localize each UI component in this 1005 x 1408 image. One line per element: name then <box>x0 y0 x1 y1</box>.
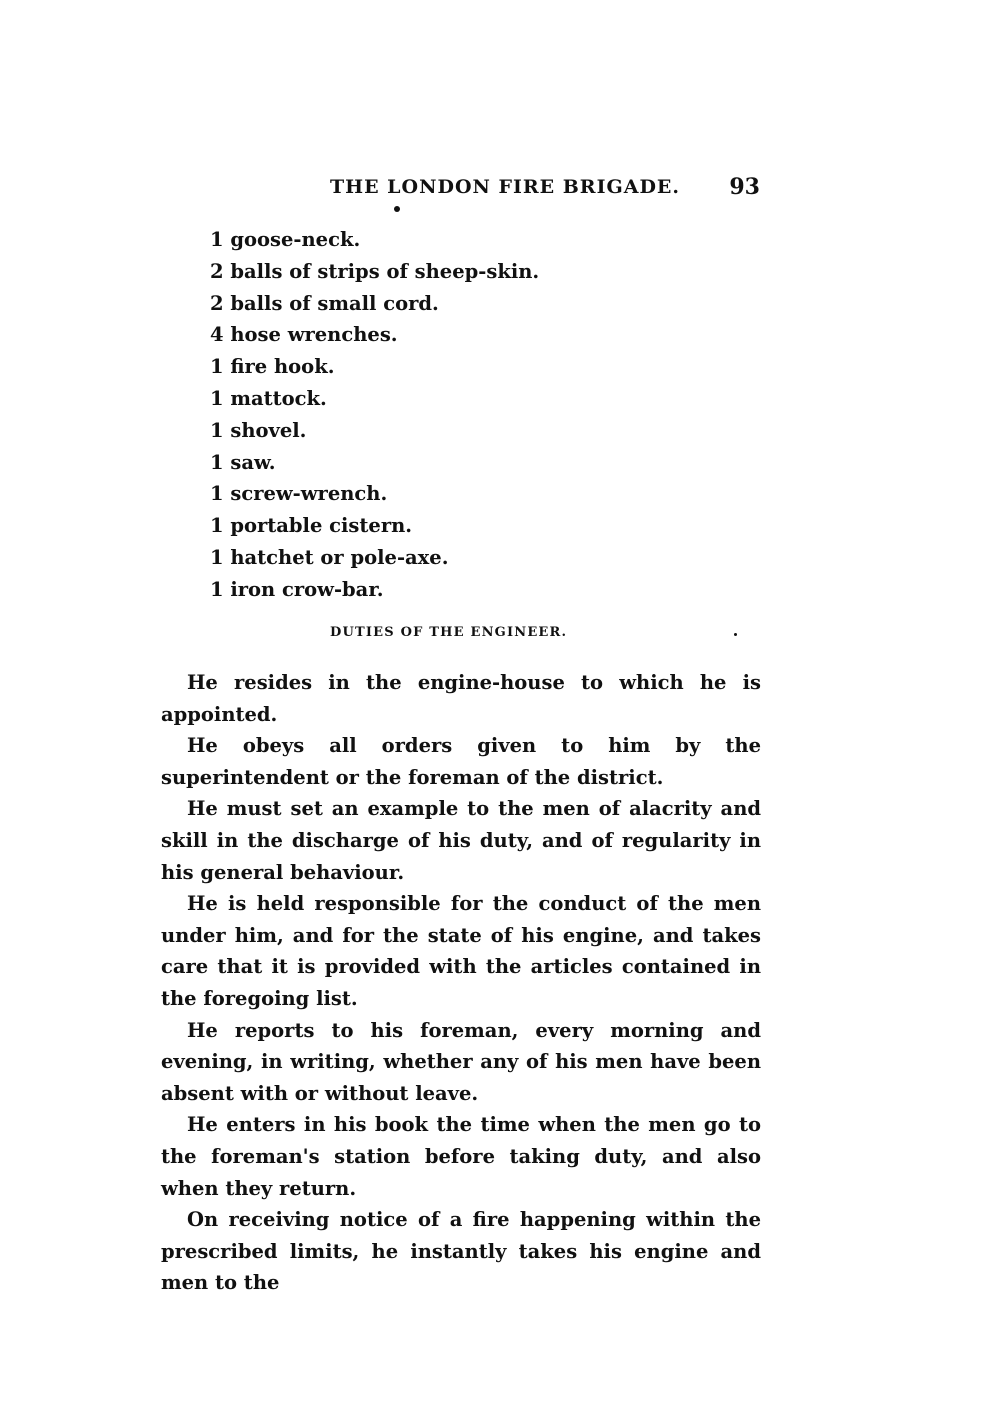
list-item: 2 balls of small cord. <box>210 291 439 315</box>
list-item: 1 goose-neck. <box>210 228 361 251</box>
paragraph: He enters in his book the time when the men go to the foreman's station before taking duty, and also when they return. <box>161 1113 761 1200</box>
running-head <box>300 176 760 206</box>
paragraph: On receiving notice of a fire happening within the prescribed limits, he instantly takes his engine and men to the <box>161 1208 761 1295</box>
list-item: 1 fire hook. <box>210 355 335 379</box>
page-number: 93 <box>729 174 760 200</box>
paragraph: He reports to his foreman, every morning and evening, in writing, whether any of his men have been absent with or without leave. <box>161 1018 761 1105</box>
list-item: 1 mattock. <box>210 386 327 410</box>
section-heading: DUTIES OF THE ENGINEER. <box>330 625 568 640</box>
list-item: 2 balls of strips of sheep-skin. <box>210 259 540 283</box>
equipment-list <box>210 224 539 606</box>
running-title: THE LONDON FIRE BRIGADE. <box>330 176 681 198</box>
body-text <box>161 667 761 1299</box>
list-item: 1 shovel. <box>210 418 307 442</box>
list-item: 1 saw. <box>210 450 276 474</box>
paragraph: He must set an example to the men of alacrity and skill in the discharge of his duty, and of regularity in his general behaviour. <box>161 797 761 884</box>
ink-speck <box>394 206 400 212</box>
list-item: 1 screw-wrench. <box>210 482 388 506</box>
paragraph: He resides in the engine-house to which he is appointed. <box>161 671 761 726</box>
list-item: 1 iron crow-bar. <box>210 577 384 601</box>
list-item: 1 portable cistern. <box>210 514 413 538</box>
paragraph: He is held responsible for the conduct of the men under him, and for the state of his engine, and takes care that it is provided with the articles contained in the foregoing list. <box>161 892 761 1010</box>
paragraph: He obeys all orders given to him by the superintendent or the foreman of the district. <box>161 734 761 789</box>
list-item: 1 hatchet or pole-axe. <box>210 545 449 569</box>
list-item: 4 hose wrenches. <box>210 323 398 347</box>
ink-speck <box>734 633 737 636</box>
